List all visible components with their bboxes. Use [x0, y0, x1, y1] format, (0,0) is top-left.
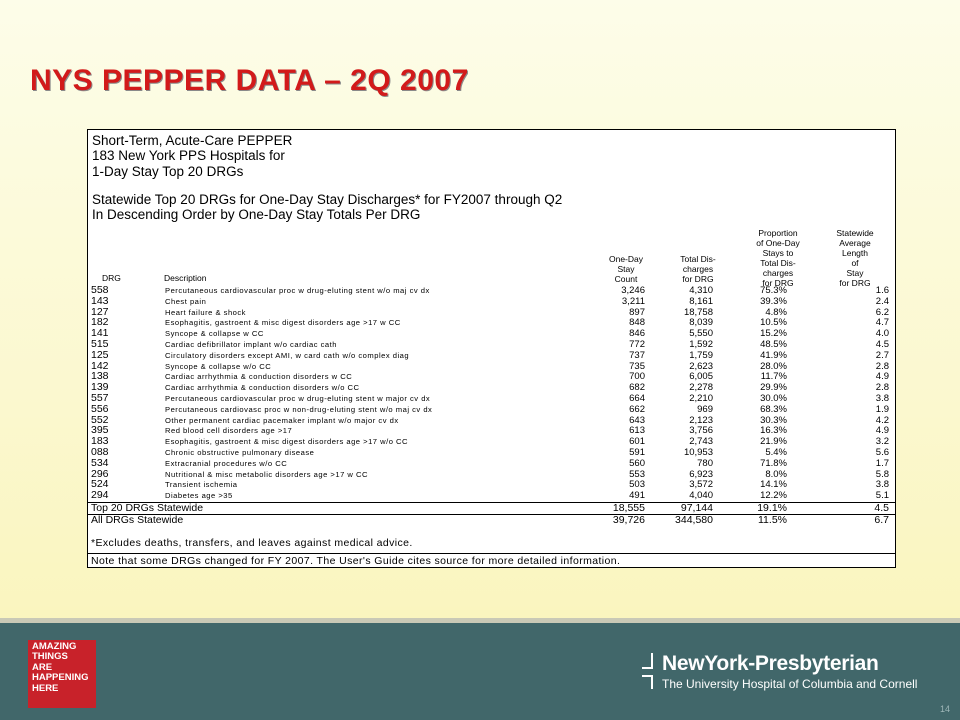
- table-row: [88, 394, 895, 404]
- total-discharges: 780: [697, 457, 713, 469]
- average-length-of-stay: 4.7: [875, 317, 889, 329]
- drg-code: 139: [91, 381, 109, 394]
- table-row: [88, 305, 895, 318]
- average-length-of-stay: 4.9: [875, 371, 889, 383]
- drg-description: Circulatory disorders except AMI, w card cath w/o complex diag: [165, 350, 410, 360]
- total-discharges: 4,040: [689, 490, 713, 502]
- one-day-count: 491: [629, 490, 645, 502]
- drg-description: Percutaneous cardiovasc proc w non-drug-eluting stent w/o maj cv dx: [165, 404, 433, 414]
- drg-description: Chest pain: [165, 296, 207, 306]
- one-day-count: 772: [629, 339, 645, 350]
- table-row: [88, 437, 895, 447]
- one-day-proportion: 29.9%: [760, 382, 787, 394]
- one-day-proportion: 41.9%: [760, 349, 787, 361]
- one-day-proportion: 15.2%: [760, 328, 787, 340]
- average-length-of-stay: 3.2: [875, 436, 889, 448]
- totals-row-top-20: [88, 503, 895, 514]
- totals-alos: 6.7: [874, 514, 889, 526]
- one-day-proportion: 28.0%: [760, 360, 787, 372]
- table-row: [88, 286, 895, 296]
- totals-label: Top 20 DRGs Statewide: [91, 502, 204, 514]
- average-length-of-stay: 2.4: [875, 295, 889, 307]
- drg-description: Extracranial procedures w/o CC: [165, 458, 288, 468]
- one-day-count: 662: [629, 403, 645, 415]
- average-length-of-stay: 5.8: [875, 468, 889, 480]
- note-divider: [88, 553, 895, 554]
- drg-description: Other permanent cardiac pacemaker implant w/o major cv dx: [165, 415, 399, 425]
- total-discharges: 8,039: [689, 317, 713, 329]
- one-day-count: 3,211: [621, 295, 645, 307]
- totals-proportion: 11.5%: [758, 514, 787, 526]
- amazing-things-badge: [28, 640, 96, 708]
- total-discharges: 6,923: [689, 468, 713, 480]
- total-discharges: 2,623: [689, 360, 713, 372]
- total-discharges: 3,572: [689, 479, 713, 491]
- total-discharges: 2,210: [689, 393, 713, 404]
- total-discharges: 8,161: [689, 295, 713, 307]
- drg-description: Transient ischemia: [165, 480, 238, 490]
- total-discharges: 4,310: [689, 285, 713, 296]
- table-row: [88, 372, 895, 382]
- one-day-count: 737: [629, 349, 645, 361]
- average-length-of-stay: 4.9: [875, 425, 889, 437]
- table-row: [88, 413, 895, 426]
- table-row: [88, 426, 895, 436]
- report-footnote: *Excludes deaths, transfers, and leaves against medical advice.: [91, 537, 413, 549]
- one-day-count: 682: [629, 382, 645, 394]
- one-day-count: 643: [629, 414, 645, 426]
- totals-total: 97,144: [680, 502, 713, 514]
- total-discharges: 10,953: [683, 447, 713, 458]
- drg-description: Cardiac arrhythmia & conduction disorders w/o CC: [165, 383, 360, 393]
- table-row: [88, 491, 895, 501]
- column-header-total-discharges: Total Dis- charges for DRG: [680, 254, 716, 284]
- drg-code: 088: [91, 446, 109, 458]
- one-day-count: 553: [629, 468, 645, 480]
- drg-code: 557: [91, 392, 109, 404]
- drg-description: Diabetes age >35: [165, 491, 233, 501]
- average-length-of-stay: 4.2: [875, 414, 889, 426]
- drg-code: 552: [91, 413, 109, 426]
- one-day-proportion: 10.5%: [760, 317, 787, 329]
- one-day-proportion: 14.1%: [760, 479, 787, 491]
- average-length-of-stay: 6.2: [875, 306, 889, 318]
- slide-number: 14: [940, 704, 951, 714]
- drg-code: 143: [91, 294, 109, 307]
- one-day-count: 591: [629, 447, 645, 458]
- total-discharges: 18,758: [683, 306, 713, 318]
- total-discharges: 2,278: [689, 382, 713, 394]
- organization-name: NewYork-Presbyterian: [662, 652, 879, 675]
- one-day-proportion: 75.3%: [760, 285, 787, 296]
- one-day-proportion: 4.8%: [765, 306, 787, 318]
- one-day-proportion: 30.3%: [760, 414, 787, 426]
- table-row: [88, 402, 895, 415]
- one-day-count: 846: [629, 328, 645, 340]
- total-discharges: 969: [697, 403, 713, 415]
- drg-description: Percutaneous cardiovascular proc w drug-eluting stent w/o maj cv dx: [165, 286, 430, 295]
- one-day-proportion: 8.0%: [765, 468, 787, 480]
- column-header-description: Description: [164, 273, 207, 283]
- average-length-of-stay: 2.8: [875, 360, 889, 372]
- one-day-count: 897: [629, 306, 645, 318]
- one-day-proportion: 5.4%: [765, 447, 787, 458]
- one-day-proportion: 48.5%: [760, 339, 787, 350]
- totals-alos: 4.5: [874, 502, 889, 514]
- table-row: [88, 448, 895, 458]
- one-day-count: 700: [629, 371, 645, 383]
- drg-code: 556: [91, 402, 109, 415]
- average-length-of-stay: 1.9: [875, 403, 889, 415]
- one-day-count: 735: [629, 360, 645, 372]
- one-day-proportion: 68.3%: [760, 403, 787, 415]
- drg-code: 558: [91, 284, 109, 296]
- column-header-proportion: Proportion of One-Day Stays to Total Dis- charges for DRG: [756, 228, 800, 288]
- average-length-of-stay: 2.7: [875, 349, 889, 361]
- one-day-count: 848: [629, 317, 645, 329]
- average-length-of-stay: 3.8: [875, 393, 889, 404]
- totals-label: All DRGs Statewide: [91, 514, 184, 526]
- pepper-report-sheet: [87, 129, 896, 568]
- drg-description: Syncope & collapse w/o CC: [165, 361, 272, 371]
- drg-code: 294: [91, 489, 109, 502]
- one-day-proportion: 71.8%: [760, 457, 787, 469]
- drg-description: Percutaneous cardiovascular proc w drug-eluting stent w major cv dx: [165, 394, 431, 403]
- total-discharges: 2,123: [689, 414, 713, 426]
- column-header-avg-los: Statewide Average Length of Stay for DRG: [836, 228, 874, 288]
- drg-description: Chronic obstructive pulmonary disease: [165, 448, 315, 457]
- average-length-of-stay: 3.8: [875, 479, 889, 491]
- organization-subtitle: The University Hospital of Columbia and Cornell: [662, 677, 918, 691]
- table-row: [88, 294, 895, 307]
- drg-code: 524: [91, 478, 109, 491]
- one-day-proportion: 11.7%: [760, 371, 787, 383]
- report-heading-line-3: 1-Day Stay Top 20 DRGs: [92, 164, 244, 179]
- drg-code: 127: [91, 305, 109, 318]
- table-row: [88, 480, 895, 490]
- totals-one-day: 39,726: [612, 514, 645, 526]
- total-discharges: 5,550: [689, 328, 713, 340]
- report-subheading-line-1: Statewide Top 20 DRGs for One-Day Stay Discharges* for FY2007 through Q2: [92, 192, 563, 207]
- slide-title: NYS PEPPER DATA – 2Q 2007: [30, 64, 469, 97]
- column-header-one-day-count: One-Day Stay Count: [608, 254, 643, 284]
- average-length-of-stay: 4.5: [875, 339, 889, 350]
- total-discharges: 1,592: [689, 339, 713, 350]
- one-day-count: 3,246: [621, 285, 645, 296]
- totals-one-day: 18,555: [612, 502, 645, 514]
- column-header-drg: DRG: [102, 273, 121, 283]
- total-discharges: 2,743: [689, 436, 713, 448]
- drg-description: Esophagitis, gastroent & misc digest disorders age >17 w CC: [165, 318, 401, 328]
- average-length-of-stay: 5.6: [875, 447, 889, 458]
- report-note: Note that some DRGs changed for FY 2007. The User's Guide cites source for more detailed information.: [91, 555, 621, 567]
- table-row: [88, 456, 895, 469]
- average-length-of-stay: 2.8: [875, 382, 889, 394]
- nyp-logo-icon: [640, 651, 654, 691]
- drg-description: Red blood cell disorders age >17: [165, 426, 293, 436]
- drg-description: Esophagitis, gastroent & misc digest disorders age >17 w/o CC: [165, 437, 409, 447]
- drg-code: 296: [91, 467, 109, 480]
- total-discharges: 1,759: [689, 349, 713, 361]
- table-row: [88, 359, 895, 372]
- totals-row-all: [88, 515, 895, 526]
- one-day-count: 560: [629, 457, 645, 469]
- one-day-proportion: 30.0%: [760, 393, 787, 404]
- drg-description: Cardiac defibrillator implant w/o cardiac cath: [165, 340, 337, 349]
- report-heading-line-2: 183 New York PPS Hospitals for: [92, 148, 285, 163]
- one-day-proportion: 21.9%: [760, 436, 787, 448]
- drg-code: 138: [91, 370, 109, 383]
- drg-code: 183: [91, 435, 109, 448]
- drg-code: 141: [91, 327, 109, 340]
- one-day-count: 613: [629, 425, 645, 437]
- drg-code: 125: [91, 348, 109, 361]
- totals-total: 344,580: [675, 514, 713, 526]
- total-discharges: 3,756: [689, 425, 713, 437]
- drg-code: 534: [91, 456, 109, 469]
- one-day-count: 664: [629, 393, 645, 404]
- one-day-proportion: 12.2%: [760, 490, 787, 502]
- drg-code: 515: [91, 338, 109, 350]
- table-row: [88, 467, 895, 480]
- report-subheading-line-2: In Descending Order by One-Day Stay Totals Per DRG: [92, 207, 421, 222]
- one-day-proportion: 39.3%: [760, 295, 787, 307]
- average-length-of-stay: 1.6: [875, 285, 889, 296]
- drg-description: Nutritional & misc metabolic disorders age >17 w CC: [165, 469, 368, 479]
- drg-code: 142: [91, 359, 109, 372]
- drg-code: 182: [91, 316, 109, 329]
- average-length-of-stay: 1.7: [875, 457, 889, 469]
- drg-description: Heart failure & shock: [165, 307, 246, 317]
- drg-code: 395: [91, 424, 109, 437]
- average-length-of-stay: 5.1: [875, 490, 889, 502]
- table-row: [88, 318, 895, 328]
- report-heading-line-1: Short-Term, Acute-Care PEPPER: [92, 133, 293, 148]
- total-discharges: 6,005: [689, 371, 713, 383]
- badge-text: AMAZING THINGS ARE HAPPENING HERE: [32, 641, 89, 694]
- table-row: [88, 383, 895, 393]
- table-row: [88, 329, 895, 339]
- one-day-count: 503: [629, 479, 645, 491]
- one-day-proportion: 16.3%: [760, 425, 787, 437]
- drg-description: Cardiac arrhythmia & conduction disorders w CC: [165, 372, 353, 382]
- table-row: [88, 348, 895, 361]
- drg-description: Syncope & collapse w CC: [165, 329, 264, 339]
- totals-proportion: 19.1%: [757, 502, 787, 514]
- one-day-count: 601: [629, 436, 645, 448]
- table-row: [88, 340, 895, 350]
- average-length-of-stay: 4.0: [875, 328, 889, 340]
